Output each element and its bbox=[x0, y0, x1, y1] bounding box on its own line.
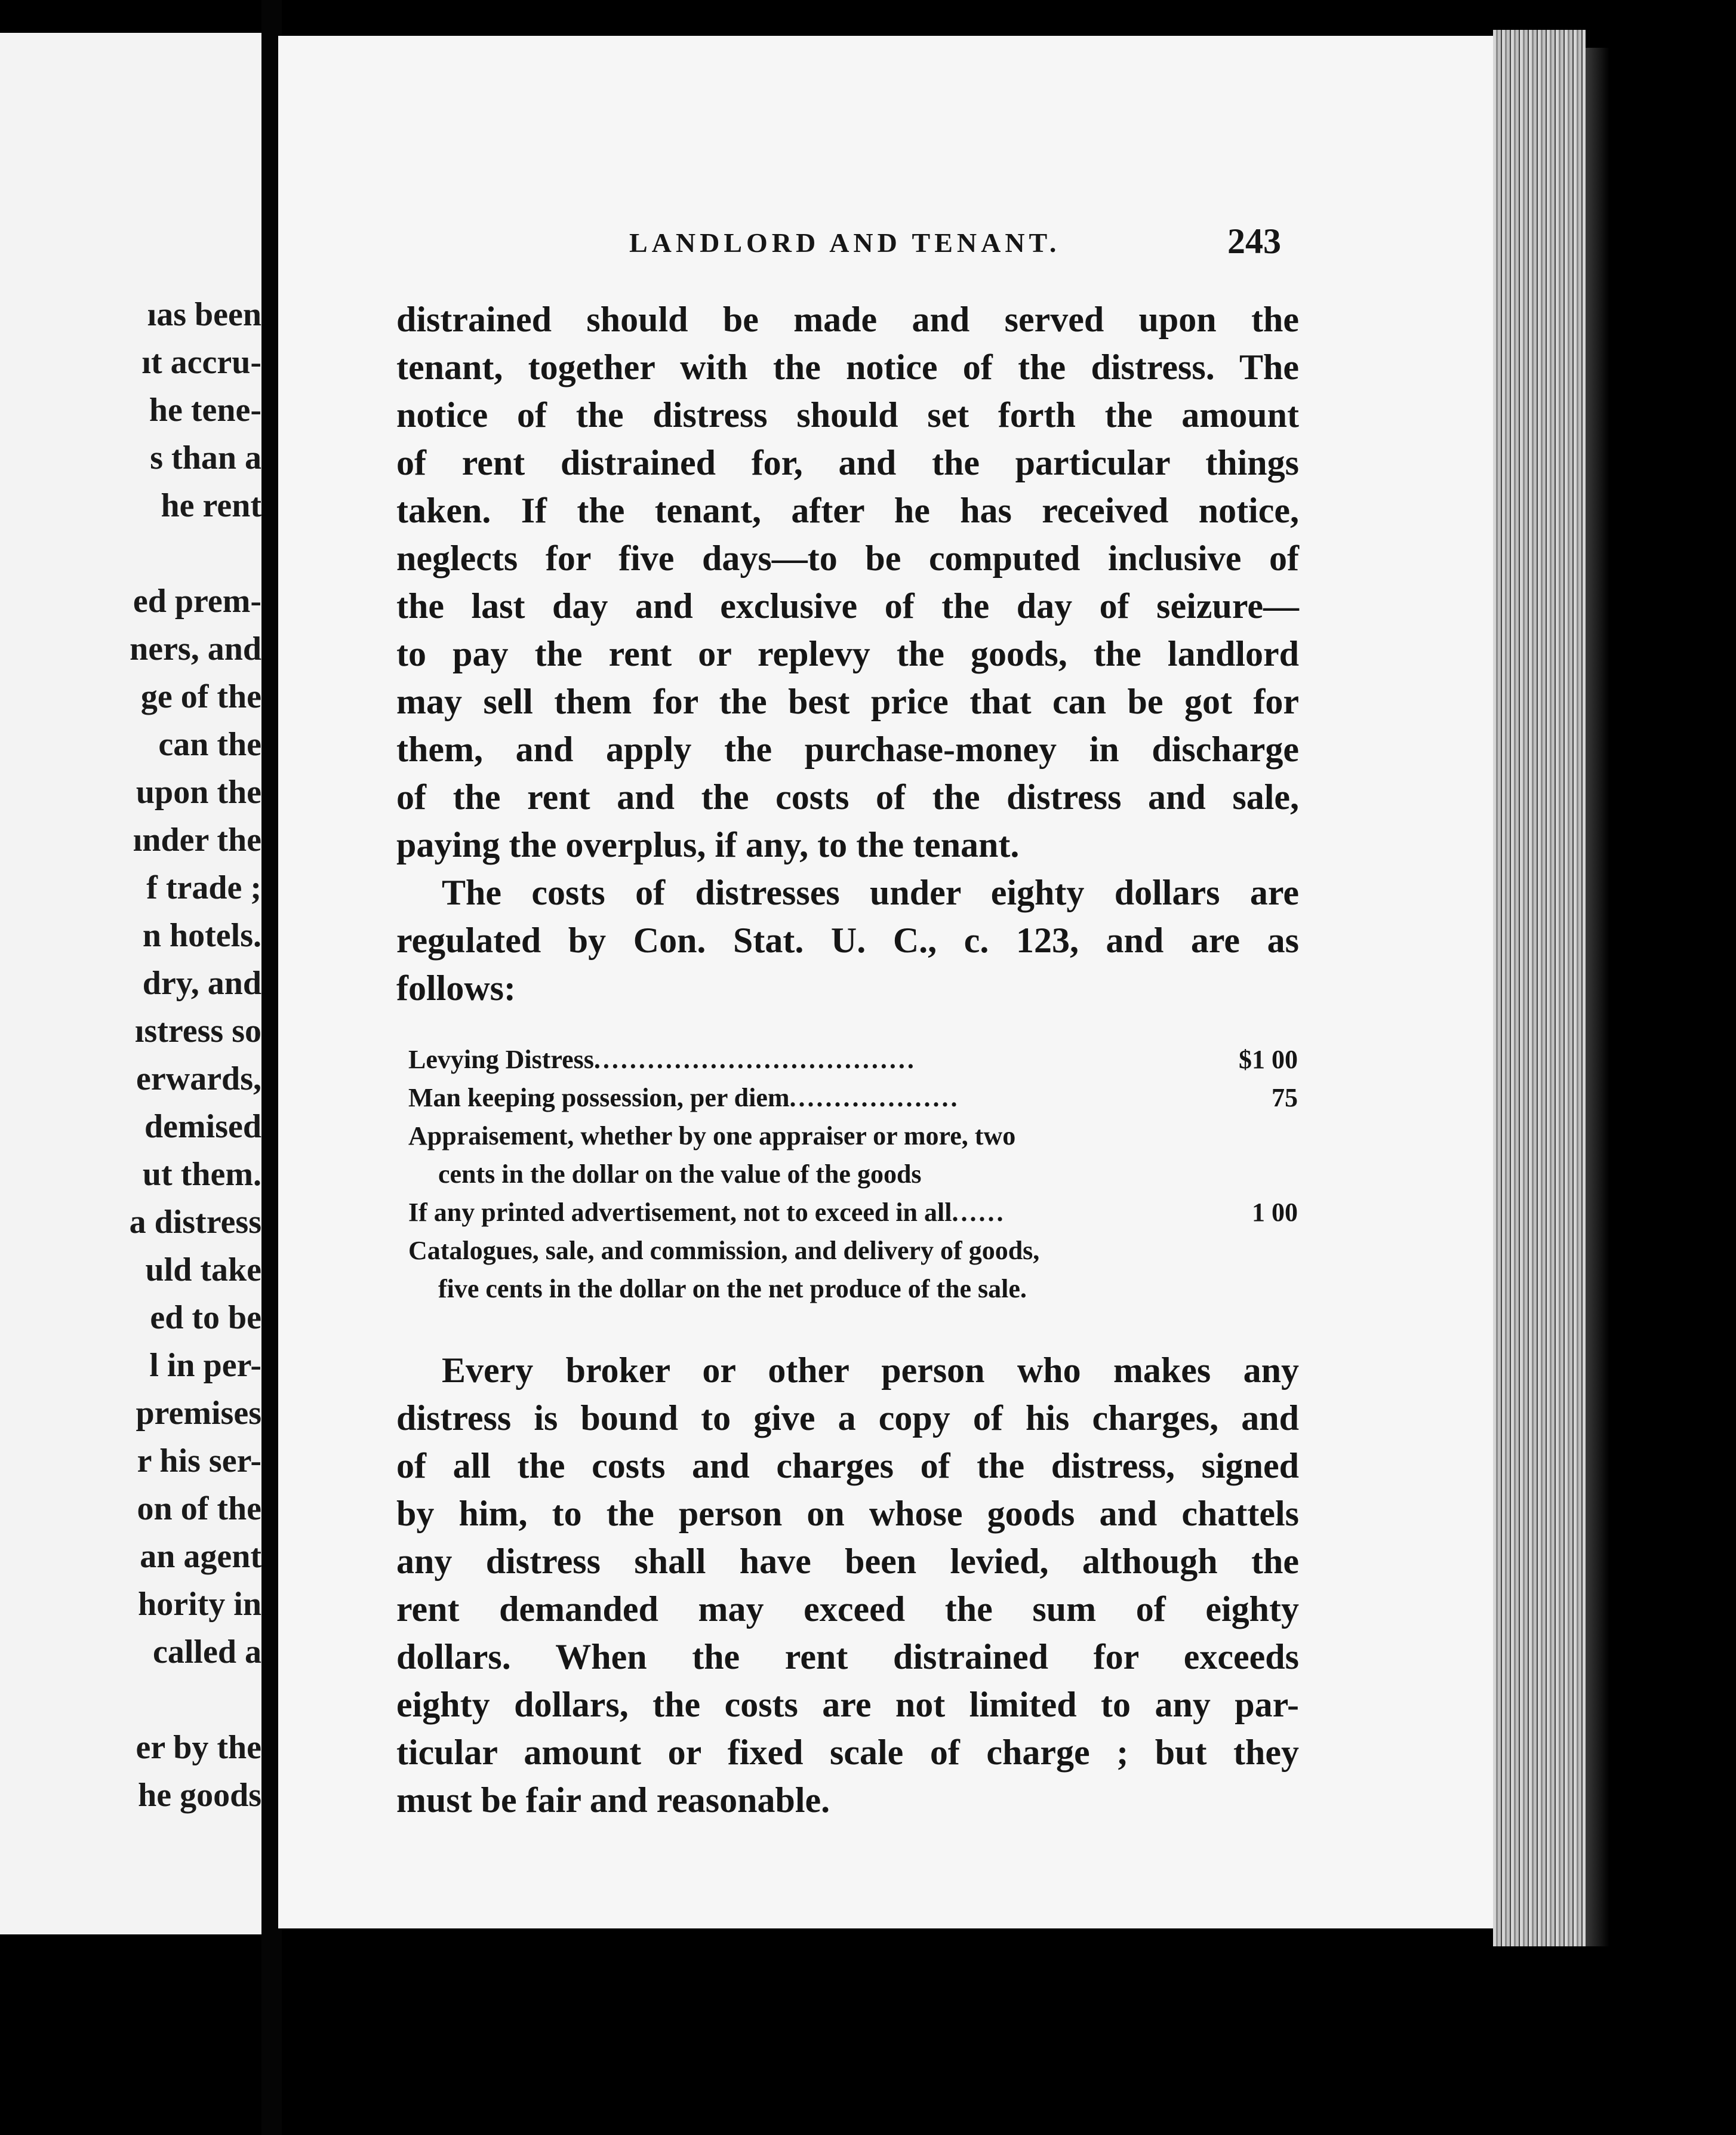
page-header bbox=[278, 221, 1493, 269]
text-line: of rent distrained for, and the particular things bbox=[396, 443, 1299, 482]
text-line: of all the costs and charges of the distress, signed bbox=[396, 1446, 1299, 1485]
cost-row bbox=[408, 1079, 1298, 1117]
text-line: any distress shall have been levied, although the bbox=[396, 1542, 1299, 1581]
cost-row bbox=[408, 1193, 1298, 1232]
dot-leader: ................... bbox=[789, 1083, 960, 1112]
previous-page-line: uld take bbox=[145, 1251, 261, 1288]
text-line: them, and apply the purchase-money in discharge bbox=[396, 730, 1299, 769]
previous-page-line: l in per- bbox=[149, 1347, 261, 1384]
text-line: distrained should be made and served upon the bbox=[396, 300, 1299, 339]
text-line: eighty dollars, the costs are not limited to any par- bbox=[396, 1685, 1299, 1724]
cost-description: Man keeping possession, per diem bbox=[408, 1083, 790, 1112]
previous-page-line: ınder the bbox=[133, 822, 261, 859]
text-line: follows: bbox=[396, 968, 516, 1008]
text-line: regulated by Con. Stat. U. C., c. 123, and are as bbox=[396, 921, 1299, 960]
text-line: must be fair and reasonable. bbox=[396, 1780, 830, 1820]
cost-amount: $1 00 bbox=[1239, 1045, 1298, 1074]
cost-amount: 1 00 bbox=[1252, 1198, 1298, 1227]
previous-page-line: n hotels. bbox=[142, 917, 261, 954]
previous-page-line: dry, and bbox=[142, 965, 261, 1002]
previous-page-line: he goods bbox=[138, 1777, 261, 1814]
cost-description: Appraisement, whether by one appraiser or more, two bbox=[408, 1121, 1016, 1150]
cost-description-continuation: cents in the dollar on the value of the goods bbox=[438, 1159, 922, 1189]
text-line: of the rent and the costs of the distress and sale, bbox=[396, 777, 1299, 817]
previous-page-line: upon the bbox=[136, 774, 261, 811]
cost-schedule bbox=[408, 1041, 1298, 1308]
previous-page-line: ıt accru- bbox=[141, 344, 261, 381]
text-line: distress is bound to give a copy of his charges, and bbox=[396, 1398, 1299, 1438]
previous-page-line: ners, and bbox=[130, 630, 261, 667]
text-line: ticular amount or fixed scale of charge ; but they bbox=[396, 1733, 1299, 1772]
cost-row bbox=[408, 1232, 1298, 1308]
text-line: tenant, together with the notice of the distress. The bbox=[396, 347, 1299, 387]
cost-row bbox=[408, 1041, 1298, 1079]
previous-page-line: hority in bbox=[138, 1586, 261, 1623]
previous-page-line: f trade ; bbox=[146, 869, 261, 906]
text-line: taken. If the tenant, after he has received notice, bbox=[396, 491, 1299, 530]
cost-description: If any printed advertisement, not to exceed in all bbox=[408, 1198, 952, 1227]
previous-page-line: ıas been bbox=[147, 296, 261, 333]
book-page-edges bbox=[1493, 30, 1586, 1946]
book-page bbox=[278, 36, 1493, 1928]
previous-page-line: can the bbox=[158, 726, 261, 763]
previous-page-line: premises bbox=[136, 1395, 261, 1432]
text-line: by him, to the person on whose goods and chattels bbox=[396, 1494, 1299, 1533]
cost-amount: 75 bbox=[1272, 1083, 1298, 1112]
book-edge-shadow bbox=[1586, 48, 1609, 1946]
text-line: paying the overplus, if any, to the tenant. bbox=[396, 825, 1020, 865]
previous-page-line: an agent bbox=[140, 1538, 261, 1575]
text-line: dollars. When the rent distrained for exceeds bbox=[396, 1637, 1299, 1676]
previous-page-line: demised bbox=[144, 1108, 261, 1145]
previous-page-line: erwards, bbox=[136, 1060, 261, 1097]
previous-page-line: he rent bbox=[161, 487, 261, 524]
dot-leader: ...... bbox=[952, 1198, 1006, 1227]
previous-page-line: ıstress so bbox=[134, 1013, 261, 1050]
previous-page-line: s than a bbox=[150, 439, 261, 476]
previous-page-line: he tene- bbox=[149, 392, 261, 429]
previous-page-fragment bbox=[0, 33, 261, 1934]
previous-page-line: ed to be bbox=[150, 1299, 261, 1336]
previous-page-line: on of the bbox=[137, 1490, 261, 1527]
text-line: to pay the rent or replevy the goods, the landlord bbox=[396, 634, 1299, 673]
cost-description: Catalogues, sale, and commission, and delivery of goods, bbox=[408, 1236, 1040, 1265]
previous-page-line: a distress bbox=[129, 1204, 261, 1241]
cost-description: Levying Distress bbox=[408, 1045, 594, 1074]
text-line: may sell them for the best price that can be got for bbox=[396, 682, 1299, 721]
previous-page-line: ge of the bbox=[140, 678, 261, 715]
text-line: rent demanded may exceed the sum of eighty bbox=[396, 1589, 1299, 1629]
running-head: LANDLORD AND TENANT. bbox=[629, 227, 1061, 258]
cost-description-continuation: five cents in the dollar on the net produce of the sale. bbox=[438, 1274, 1027, 1303]
text-line: The costs of distresses under eighty dollars are bbox=[442, 873, 1299, 912]
previous-page-line: called a bbox=[153, 1633, 261, 1671]
previous-page-line: ed prem- bbox=[133, 583, 261, 620]
text-line: neglects for five days—to be computed inclusive of bbox=[396, 539, 1299, 578]
text-line: Every broker or other person who makes any bbox=[442, 1350, 1299, 1390]
previous-page-line: ut them. bbox=[142, 1156, 261, 1193]
dot-leader: .................................... bbox=[593, 1045, 916, 1074]
page-number: 243 bbox=[1227, 222, 1281, 261]
previous-page-line: er by the bbox=[136, 1729, 261, 1766]
text-line: the last day and exclusive of the day of seizure— bbox=[396, 586, 1299, 626]
previous-page-line: r his ser- bbox=[137, 1442, 261, 1479]
cost-row bbox=[408, 1117, 1298, 1193]
text-line: notice of the distress should set forth the amount bbox=[396, 395, 1299, 435]
